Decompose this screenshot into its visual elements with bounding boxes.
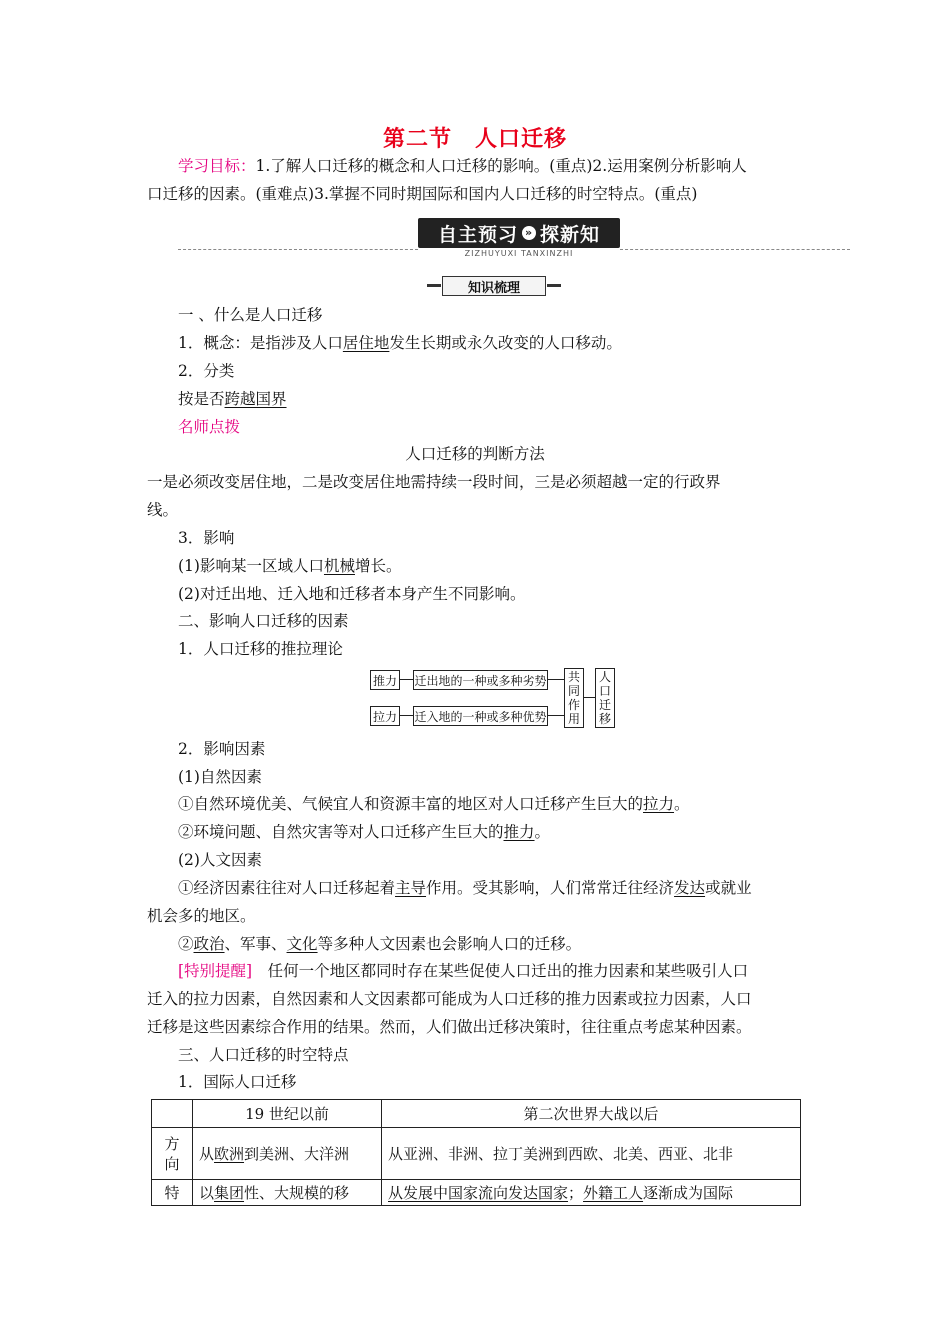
banner-divider-right (620, 249, 850, 250)
result-char: 迁 (598, 698, 611, 712)
natural-1-text: ①自然环境优美、气候宜人和资源丰富的地区对人口迁移产生巨大的 (178, 795, 644, 813)
impact-1-end: 增长。 (354, 557, 402, 575)
cell-blank: 外籍工人 (583, 1184, 644, 1202)
remind-line-1 (178, 960, 748, 982)
banner-subtitle: ZIZHUYUXI TANXINZHI (464, 249, 574, 258)
human-2-mark: ② (178, 935, 194, 953)
connector (399, 679, 413, 680)
banner-right-text: 探新知 (540, 223, 601, 246)
human-2-text: 、军事、 (224, 935, 287, 953)
migration-table (151, 1099, 801, 1206)
result-char: 人 (598, 670, 611, 684)
table-row-head: 特 (152, 1180, 193, 1206)
remind-text: 任何一个地区都同时存在某些促使人口迁出的推力因素和某些吸引人口 (252, 962, 749, 980)
connector (399, 715, 413, 716)
joint-action-box (564, 668, 584, 728)
objectives-label: 学习目标： (178, 157, 256, 175)
knowledge-tag: 知识梳理 (442, 276, 546, 296)
connector (547, 715, 564, 716)
s1-class-line (178, 388, 287, 410)
connector (583, 697, 595, 698)
class-blank: 跨越国界 (224, 390, 287, 408)
double-arrow-icon: » (522, 226, 536, 240)
human-1 (178, 877, 752, 899)
natural-2 (178, 821, 550, 843)
human-2-blank-2: 文化 (286, 935, 318, 953)
migration-box (595, 668, 615, 728)
objectives-line-2: 口迁移的因素。(重难点)3.掌握不同时期国际和国内人口迁移的时空特点。(重点) (147, 185, 698, 203)
human-1-line-2: 机会多的地区。 (147, 907, 256, 925)
natural-2-text: ②环境问题、自然灾害等对人口迁移产生巨大的 (178, 823, 504, 841)
cell-text: 以 (199, 1184, 215, 1202)
push-box: 推力 (370, 670, 400, 690)
push-pull-theory: 1．人口迁移的推拉理论 (178, 640, 343, 658)
human-factors: (2)人文因素 (178, 851, 262, 869)
class-text: 按是否 (178, 390, 225, 408)
tip-line-1: 一是必须改变居住地，二是改变居住地需持续一段时间，三是必须超越一定的行政界 (147, 473, 721, 491)
human-2-text-end: 等多种人文因素也会影响人口的迁移。 (317, 935, 582, 953)
s1-heading: 一 、什么是人口迁移 (178, 306, 323, 324)
joint-char: 用 (567, 712, 580, 726)
human-2-blank-1: 政治 (193, 935, 225, 953)
impact-1 (178, 555, 402, 577)
table-header: 19 世纪以前 (193, 1100, 382, 1128)
table-cell: 从亚洲、非洲、拉丁美洲到西欧、北美、西亚、北非 (382, 1128, 801, 1180)
natural-2-blank: 推力 (503, 823, 535, 841)
cell-text: 从 (199, 1145, 215, 1163)
table-cell-empty (152, 1100, 193, 1128)
s1-classification: 2．分类 (178, 362, 235, 380)
cell-blank: 从发展中国家流向发达国家 (388, 1184, 569, 1202)
table-row (152, 1100, 801, 1128)
impact-heading: 3．影响 (178, 529, 235, 547)
row-head-char: 方 (164, 1134, 180, 1153)
cell-text: 逐渐成为国际 (643, 1184, 734, 1202)
human-1-text-3: 或就业 (705, 879, 752, 897)
row-head-char: 向 (164, 1154, 180, 1173)
cell-blank: 欧洲 (214, 1145, 245, 1163)
objectives-text-1: 1.了解人口迁移的概念和人口迁移的影响。(重点)2.运用案例分析影响人 (255, 157, 747, 175)
table-row-head (152, 1128, 193, 1180)
human-1-blank-1: 主导 (395, 879, 427, 897)
remind-line-3: 迁移是这些因素综合作用的结果。然而，人们做出迁移决策时，往往重点考虑某种因素。 (147, 1018, 752, 1036)
section-banner (418, 218, 620, 248)
table-cell (382, 1180, 801, 1206)
factors-heading: 2．影响因素 (178, 740, 266, 758)
s2-heading: 二、影响人口迁移的因素 (178, 612, 349, 630)
table-cell (193, 1180, 382, 1206)
joint-char: 共 (567, 670, 580, 684)
impact-1-text: (1)影响某一区域人口 (178, 557, 324, 575)
cell-text: 到美洲、大洋洲 (244, 1145, 350, 1163)
intl-migration: 1．国际人口迁移 (178, 1073, 297, 1091)
concept-text-end: 发生长期或永久改变的人口移动。 (389, 334, 622, 352)
human-1-text-2: 作用。受其影响，人们常常迁往经济 (426, 879, 675, 897)
table-cell (193, 1128, 382, 1180)
table-row (152, 1128, 801, 1180)
remind-line-2: 迁入的拉力因素，自然因素和人文因素都可能成为人口迁移的推力因素或拉力因素，人口 (147, 990, 752, 1008)
pull-desc-box: 迁入地的一种或多种优势 (413, 706, 548, 726)
impact-1-blank: 机械 (323, 557, 355, 575)
concept-blank: 居住地 (342, 334, 390, 352)
banner-left-text: 自主预习 (437, 223, 518, 246)
objectives-line-1 (178, 155, 747, 177)
result-char: 移 (598, 712, 611, 726)
table-header: 第二次世界大战以后 (382, 1100, 801, 1128)
concept-text: 1．概念：是指涉及人口 (178, 334, 343, 352)
natural-1-end: 。 (674, 795, 690, 813)
natural-factors: (1)自然因素 (178, 768, 262, 786)
cell-text: 性、大规模的移 (244, 1184, 350, 1202)
banner-divider-left (178, 249, 418, 250)
natural-1-blank: 拉力 (643, 795, 675, 813)
tip-title: 人口迁移的判断方法 (405, 445, 545, 463)
natural-2-end: 。 (534, 823, 551, 841)
cell-text: ； (568, 1184, 584, 1202)
result-char: 口 (598, 684, 611, 698)
remind-label: [特别提醒] (178, 962, 253, 980)
push-desc-box: 迁出地的一种或多种劣势 (413, 670, 548, 690)
human-1-text: ①经济因素往往对人口迁移起着 (178, 879, 396, 897)
human-1-blank-2: 发达 (674, 879, 706, 897)
joint-char: 同 (567, 684, 580, 698)
tip-line-2: 线。 (147, 501, 179, 519)
natural-1 (178, 793, 690, 815)
s1-concept (178, 332, 622, 354)
tip-label: 名师点拨 (178, 418, 241, 436)
human-2 (178, 933, 581, 955)
joint-char: 作 (567, 698, 580, 712)
impact-2: (2)对迁出地、迁入地和迁移者本身产生不同影响。 (178, 585, 526, 603)
table-row (152, 1180, 801, 1206)
pull-box: 拉力 (370, 706, 400, 726)
s3-heading: 三、人口迁移的时空特点 (178, 1046, 349, 1064)
connector (547, 679, 564, 680)
section-title: 第二节 人口迁移 (382, 127, 567, 152)
cell-blank: 集团 (214, 1184, 245, 1202)
